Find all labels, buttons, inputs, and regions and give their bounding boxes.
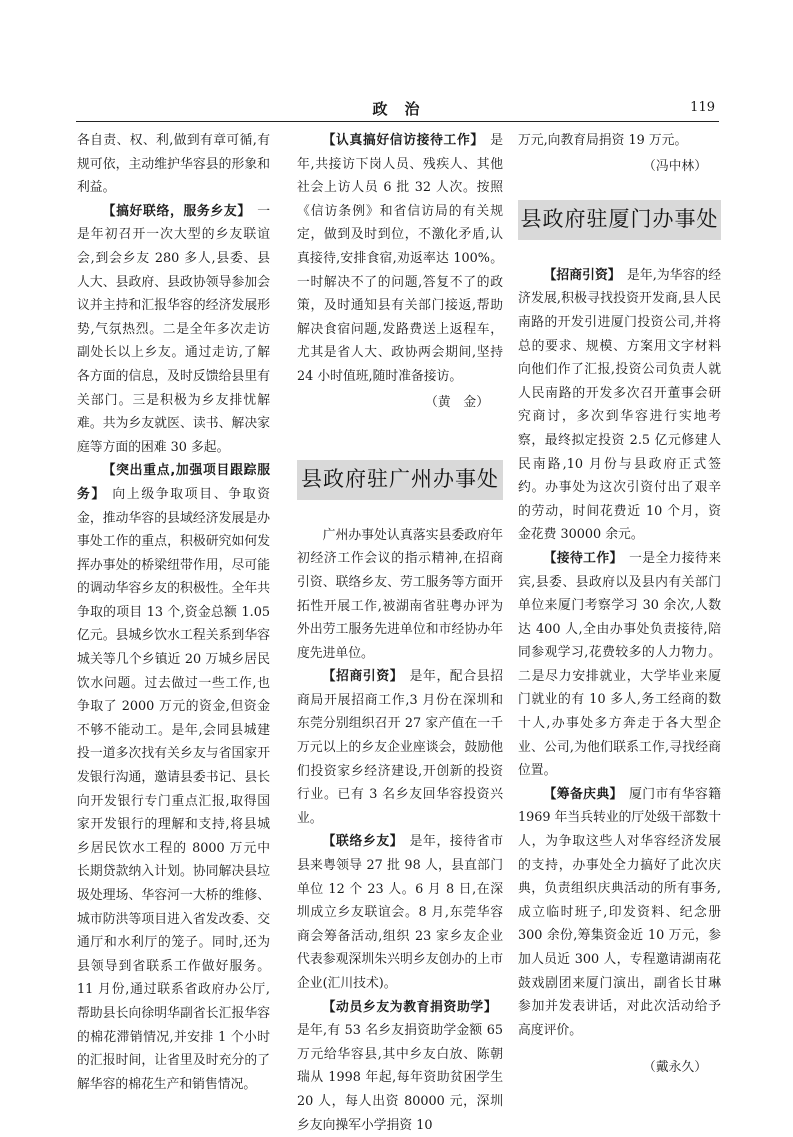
paragraph-text: 一是全力接待来宾,县委、县政府以及县内有关部门单位来厦门考察学习 30 余次,人数达 400 人,全由办事处负责接待,陪同参观学习,花费较多的人力物力。二是尽力安排就业，大学毕业来厦门就业的有 10 多人,务工经商的数十人,办事处多方奔走于各大型企业、公司,为他们联系工作,寻找经商位置。 — [518, 550, 722, 779]
paragraph-lead: 【筹备庆典】 — [543, 786, 623, 802]
paragraph-lead: 【突出重点,加强项目跟踪服务】 — [77, 463, 270, 502]
paragraph — [518, 547, 721, 783]
paragraph — [297, 830, 503, 995]
author-credit: （冯中林） — [643, 158, 707, 174]
paragraph-lead: 【动员乡友为教育捐资助学】 — [322, 999, 497, 1015]
paragraph-text: 是年，配合县招商局开展招商工作,3 月份在深圳和东莞分别组织召开 27 家产值在一千万元以上的乡友企业座谈会，鼓励他们投资家乡经济建设,开创新的投资行业。已有 3 名乡友回华容投资兴业。 — [297, 669, 504, 826]
header-rule — [76, 121, 719, 122]
page-number: 119 — [690, 100, 715, 115]
paragraph-lead: 【招商引资】 — [322, 669, 404, 685]
paragraph-lead: 【认真搞好信访接待工作】 — [322, 133, 484, 148]
paragraph-text: 是年,为华容的经济发展,积极寻找投资开发商,县人民南路的开发引进厦门投资公司,并将总的要求、规模、方案用文字材料向他们作了汇报,投资公司负责人就人民南路的开发多次召开董事会研究商讨，多次到华容进行实地考察，最终拟定投资 2.5 亿元修建人民南路,10 月份与县政府正式签约。办事处为这次引资付出了艰辛的劳动，时间花费近 10 个月，资金花费 30000 余元。 — [518, 267, 722, 543]
paragraph-lead: 【搞好联络，服务乡友】 — [102, 203, 251, 219]
column-3 — [518, 129, 721, 1080]
section-heading-xiamen: 县政府驻厦门办事处 — [518, 200, 721, 240]
paragraph-continued: 万元,向教育局捐资 19 万元。 — [518, 133, 688, 148]
author-credit: （戴永久） — [643, 1060, 707, 1076]
paragraph-text: 厦门市有华容籍 1969 年当兵转业的厅处级干部数十人，为争取这些人对华容经济发展的支持，办事处全力搞好了此次庆典，负责组织庆典活动的所有事务,成立临时班子,印发资料、纪念册 300 余份,筹集资金近 10 万元，参加人员近 300 人，专程邀请湖南花鼓戏剧团来厦门演出，副省长甘琳参加并发表讲话，对此次活动给予高度评价。 — [518, 786, 722, 1038]
paragraph-text: 向上级争取项目、争取资金，推动华容的县域经济发展是办事处工作的重点，积极研究如何发挥办事处的桥梁纽带作用，尽可能的调动华容乡友的积极性。全年共争取的项目 13 个,资金总额 1.05 亿元。县城乡饮水工程关系到华容城关等几个乡镇近 20 万城乡居民饮水问题。过去做过一些工作,也争取了 2000 万元的资金,但资金不够不能动工。是年,会同县城建投一道多次找有关乡友与省国家开发银行沟通，邀请县委书记、县长向开发银行专门重点汇报,取得国家开发银行的理解和支持,将县城乡居民饮水工程的 8000 万元中长期贷款纳入计划。协同解决县垃圾处理场、华容河一大桥的维修、城市防洪等项目进入省发改委、交通厅和水利厅的笼子。同时,还为县领导到省联系工作做好服务。11 月份,通过联系省政府办公厅,帮助县长向徐明华副省长汇报华容的棉花滞销情况,并安排 1 个小时的汇报时间，让省里及时充分的了解华容的棉花生产和销售情况。 — [77, 486, 270, 1092]
paragraph — [297, 129, 503, 389]
column-2 — [297, 129, 503, 1137]
paragraph-lead: 【联络乡友】 — [322, 834, 404, 850]
paragraph — [77, 200, 270, 460]
paragraph — [518, 264, 721, 547]
paragraph-lead: 【招商引资】 — [543, 267, 621, 283]
paragraph — [77, 459, 270, 1096]
section-heading-guangzhou: 县政府驻广州办事处 — [297, 460, 503, 500]
column-1 — [77, 129, 270, 1096]
paragraph-text: 是年，接待省市县来粤领导 27 批 98 人，县直部门单位 12 个 23 人。6 月 8 日,在深圳成立乡友联谊会。8 月,东莞华容商会筹备活动,组织 23 家乡友企业代表参观深圳朱兴明乡友创办的上市企业(汇川技术)。 — [297, 834, 504, 991]
author-credit: （黄 金） — [425, 394, 489, 410]
paragraph-lead: 【接待工作】 — [543, 550, 623, 566]
paragraph — [518, 783, 721, 1043]
paragraph — [297, 996, 503, 1137]
paragraph-text: 一是年初召开一次大型的乡友联谊会,到会乡友 280 多人,县委、县人大、县政府、县政协领导参加会议并主持和汇报华容的经济发展形势,气氛热烈。二是全年多次走访副处长以上乡友。通过走访,了解各方面的信息，及时反馈给县里有关部门。三是积极为乡友排忧解难。共为乡友就医、读书、解决家庭等方面的困难 30 多起。 — [77, 203, 270, 455]
paragraph: 广州办事处认真落实县委政府年初经济工作会议的指示精神,在招商引资、联络乡友、劳工服务等方面开拓性开展工作,被湖南省驻粤办评为外出劳工服务先进单位和市经协办年度先进单位。 — [297, 527, 503, 661]
paragraph — [297, 665, 503, 830]
running-header-title: 政 治 — [372, 100, 421, 118]
paragraph: 各自责、权、利,做到有章可循,有规可依，主动维护华容县的形象和利益。 — [77, 133, 270, 196]
paragraph-text: 是年,有 53 名乡友捐资助学金额 65 万元给华容县,其中乡友白放、陈朝瑞从 1998 年起,每年资助贫困学生 20 人，每人出资 80000 元，深圳乡友向操军小学捐资 10 — [297, 1023, 503, 1133]
paragraph-text: 是年,共接访下岗人员、残疾人、其他社会上访人员 6 批 32 人次。按照《信访条例》和省信访局的有关规定，做到及时到位，不激化矛盾,认真接待,安排食宿,劝返率达 100%。一时解决不了的问题,答复不了的政策，及时通知县有关部门接返,帮助解决食宿问题,发路费送上返程车，尤其是省人大、政协两会期间,坚持 24 小时值班,随时准备接访。 — [297, 133, 503, 384]
